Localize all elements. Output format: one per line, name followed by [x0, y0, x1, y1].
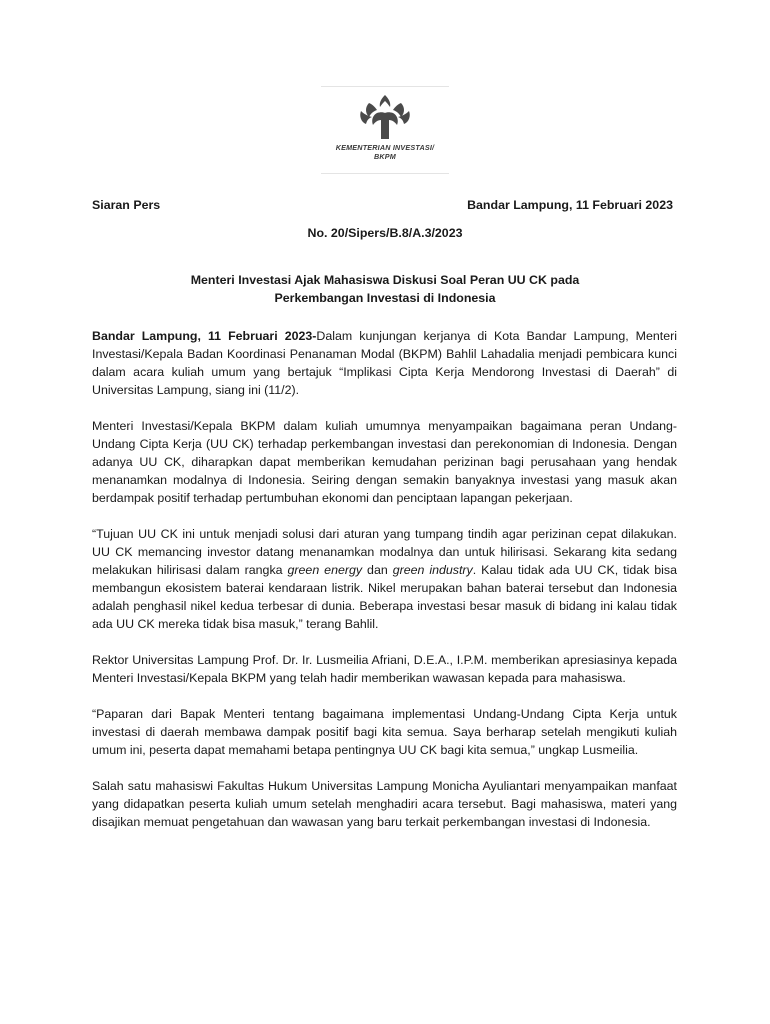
article-body: [92, 327, 677, 849]
place-date: Bandar Lampung, 11 Februari 2023: [467, 198, 673, 212]
paragraph-3-text-a: “Tujuan UU CK ini untuk menjadi solusi dari aturan yang tumpang tindih agar perizinan cepat dilakukan. UU CK memancing investor datang menanamkan modalnya dan untuk hilirisasi. Sekarang kita sedang melakukan hilirisasi dalam rangka: [92, 527, 677, 577]
dateline: Bandar Lampung, 11 Februari 2023-: [92, 329, 317, 343]
logo-text-bkpm: BKPM: [374, 152, 396, 161]
logo-text-ministry: KEMENTERIAN INVESTASI/: [335, 143, 435, 152]
green-energy-term: green energy: [287, 563, 363, 577]
paragraph-2: Menteri Investasi/Kepala BKPM dalam kuliah umumnya menyampaikan bagaimana peran Undang-Undang Cipta Kerja (UU CK) terhadap perkembangan investasi dan perekonomian di Indonesia. Dengan adanya UU CK, diharapkan dapat memberikan kemudahan perizinan bagi perusahaan yang hendak menanamkan modalnya di Indonesia. Seiring dengan semakin banyaknya investasi yang masuk akan berdampak positif terhadap pertumbuhan ekonomi dan penciptaan lapangan pekerjaan.: [92, 419, 677, 505]
press-release-title: [0, 271, 770, 307]
ministry-logo: [321, 86, 449, 174]
paragraph-1-text: Dalam kunjungan kerjanya di Kota Bandar Lampung, Menteri Investasi/Kepala Badan Koordinasi Penanaman Modal (BKPM) Bahlil Lahadalia menjadi pembicara kunci dalam acara kuliah umum yang bertajuk “Implikasi Cipta Kerja Mendorong Investasi di Daerah” di Universitas Lampung, siang ini (11/2).: [92, 329, 677, 397]
paragraph-3: [92, 525, 677, 633]
title-line-2: Perkembangan Investasi di Indonesia: [274, 291, 496, 305]
title-line-1: Menteri Investasi Ajak Mahasiswa Diskusi Soal Peran UU CK pada: [190, 273, 580, 287]
paragraph-1: [92, 327, 677, 399]
paragraph-4: Rektor Universitas Lampung Prof. Dr. Ir. Lusmeilia Afriani, D.E.A., I.P.M. memberikan apresiasinya kepada Menteri Investasi/Kepala BKPM yang telah hadir memberikan wawasan kepada para mahasiswa.: [92, 653, 677, 685]
paragraph-5: “Paparan dari Bapak Menteri tentang bagaimana implementasi Undang-Undang Cipta Kerja untuk investasi di daerah membawa dampak positif bagi kita semua. Saya berharap setelah mengikuti kuliah umum ini, peserta dapat memahami betapa pentingnya UU CK bagi kita semua,” ungkap Lusmeilia.: [92, 707, 677, 757]
ministry-emblem-icon: [357, 93, 413, 141]
document-number: No. 20/Sipers/B.8/A.3/2023: [307, 226, 463, 240]
green-industry-term: green industry: [392, 563, 473, 577]
paragraph-3-text-c: . Kalau tidak ada UU CK, tidak bisa membangun ekosistem baterai kendaraan listrik. Nikel merupakan bahan baterai tersebut dan Indonesia adalah penghasil nikel kedua terbesar di dunia. Beberapa investasi besar masuk di bidang ini kalau tidak ada UU CK mereka tidak bisa masuk,” terang Bahlil.: [92, 563, 678, 631]
paragraph-3-text-b: dan: [362, 563, 393, 577]
paragraph-6: Salah satu mahasiswi Fakultas Hukum Universitas Lampung Monicha Ayuliantari menyampaikan manfaat yang didapatkan peserta kuliah umum setelah menghadiri acara tersebut. Bagi mahasiswa, materi yang disajikan memuat pengetahuan dan wawasan yang baru terkait perkembangan investasi di Indonesia.: [92, 779, 677, 829]
press-release-label: Siaran Pers: [92, 198, 161, 212]
